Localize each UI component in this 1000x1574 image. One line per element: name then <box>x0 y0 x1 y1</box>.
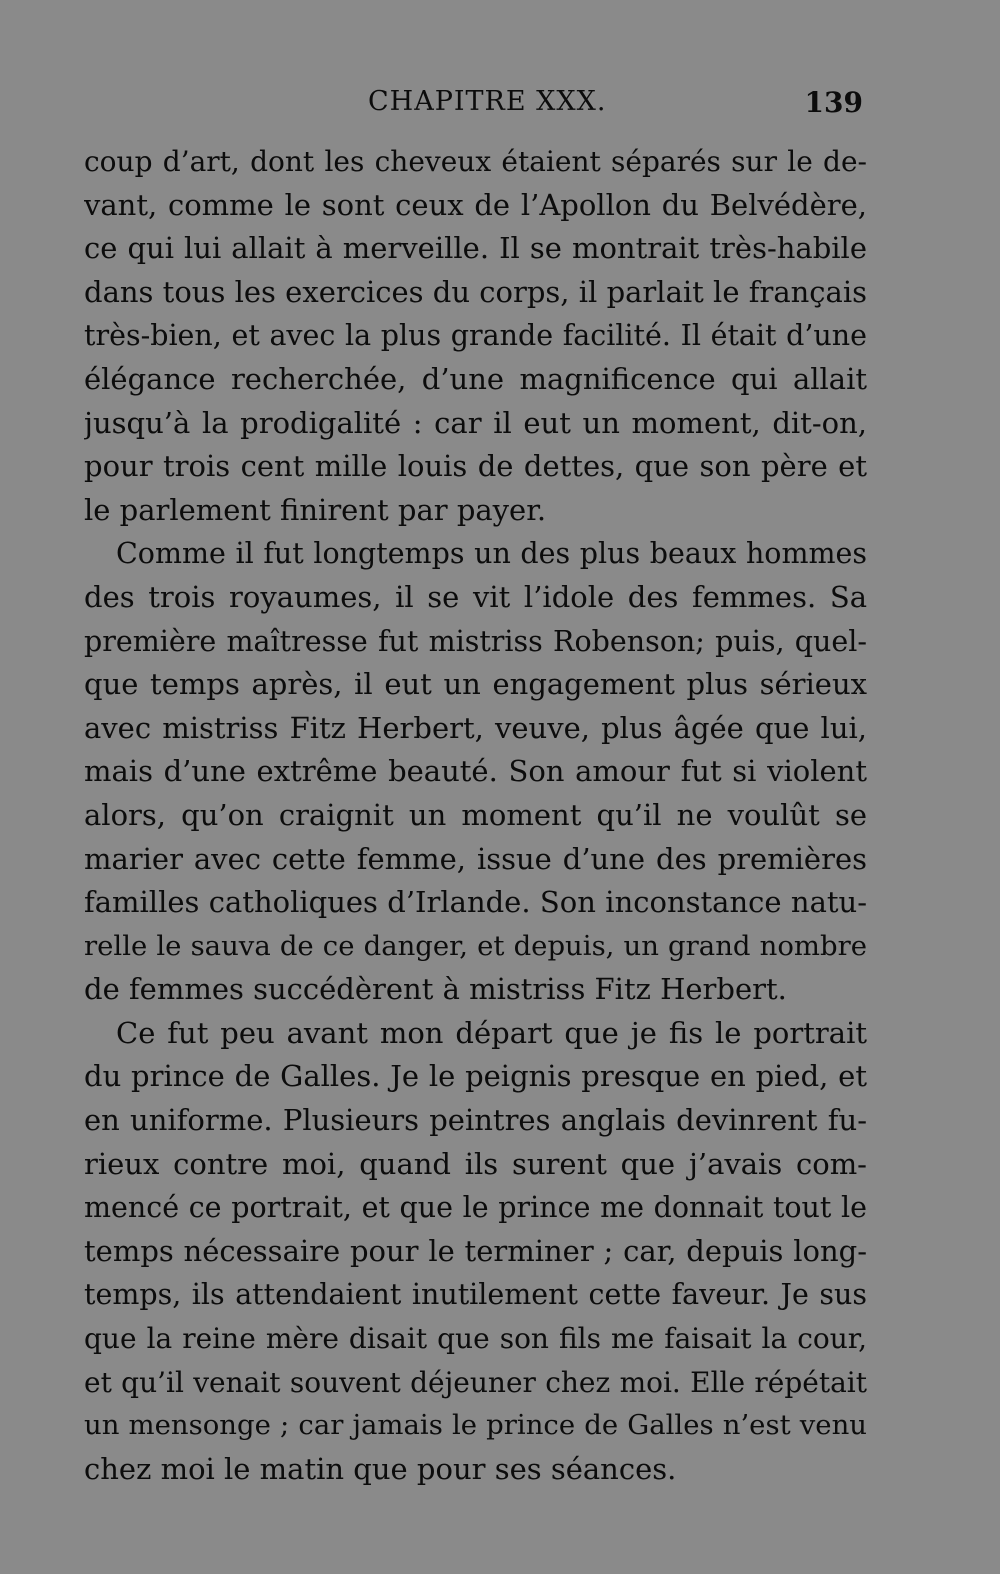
text-line: très-bien, et avec la plus grande facilité. Il était d’une <box>84 319 867 353</box>
text-line: des trois royaumes, il se vit l’idole des femmes. Sa <box>84 579 867 614</box>
book-page <box>84 0 867 1574</box>
chapter-heading: CHAPITRE XXX. <box>368 86 607 117</box>
text-line: ce qui lui allait à merveille. Il se montrait très-habile <box>84 231 867 266</box>
text-line: du prince de Galles. Je le peignis presque en pied, et <box>84 1059 867 1094</box>
text-line: élégance recherchée, d’une magnificence qui allait <box>84 361 867 396</box>
text-line: chez moi le matin que pour ses séances. <box>84 1451 677 1486</box>
text-line: pour trois cent mille louis de dettes, que son père et <box>84 449 867 484</box>
text-line: dans tous les exercices du corps, il parlait le français <box>84 274 867 309</box>
text-line: en uniforme. Plusieurs peintres anglais devinrent fu- <box>84 1103 867 1138</box>
running-header <box>84 86 867 126</box>
text-line: que temps après, il eut un engagement plus sérieux <box>84 667 867 702</box>
text-line: rieux contre moi, quand ils surent que j’avais com- <box>84 1146 867 1181</box>
text-line: que la reine mère disait que son fils me faisait la cour, <box>84 1322 867 1356</box>
text-line: vant, comme le sont ceux de l’Apollon du Belvédère, <box>84 187 867 222</box>
text-line: mencé ce portrait, et que le prince me donnait tout le <box>84 1191 867 1225</box>
text-line: Ce fut peu avant mon départ que je fis le portrait <box>116 1015 867 1050</box>
text-line: un mensonge ; car jamais le prince de Galles n’est venu <box>84 1409 867 1442</box>
text-line: alors, qu’on craignit un moment qu’il ne voulût se <box>84 797 867 832</box>
text-line: temps, ils attendaient inutilement cette faveur. Je sus <box>84 1278 867 1312</box>
text-line: relle le sauva de ce danger, et depuis, un grand nombre <box>84 929 867 962</box>
page-number: 139 <box>804 86 863 119</box>
text-line: première maîtresse fut mistriss Robenson; puis, quel- <box>84 624 867 658</box>
body-text <box>84 140 867 1491</box>
text-line: familles catholiques d’Irlande. Son inconstance natu- <box>84 885 867 920</box>
text-line: coup d’art, dont les cheveux étaient séparés sur le de- <box>84 145 867 178</box>
text-line: jusqu’à la prodigalité : car il eut un moment, dit-on, <box>84 405 867 440</box>
text-line: mais d’une extrême beauté. Son amour fut si violent <box>84 754 867 789</box>
text-line: le parlement finirent par payer. <box>84 492 547 527</box>
text-line: Comme il fut longtemps un des plus beaux hommes <box>116 537 867 571</box>
text-line: de femmes succédèrent à mistriss Fitz Herbert. <box>84 972 787 1007</box>
text-line: marier avec cette femme, issue d’une des premières <box>84 841 867 876</box>
text-line: temps nécessaire pour le terminer ; car, depuis long- <box>84 1233 867 1268</box>
text-line: avec mistriss Fitz Herbert, veuve, plus âgée que lui, <box>84 710 867 745</box>
text-line: et qu’il venait souvent déjeuner chez moi. Elle répétait <box>84 1365 867 1399</box>
